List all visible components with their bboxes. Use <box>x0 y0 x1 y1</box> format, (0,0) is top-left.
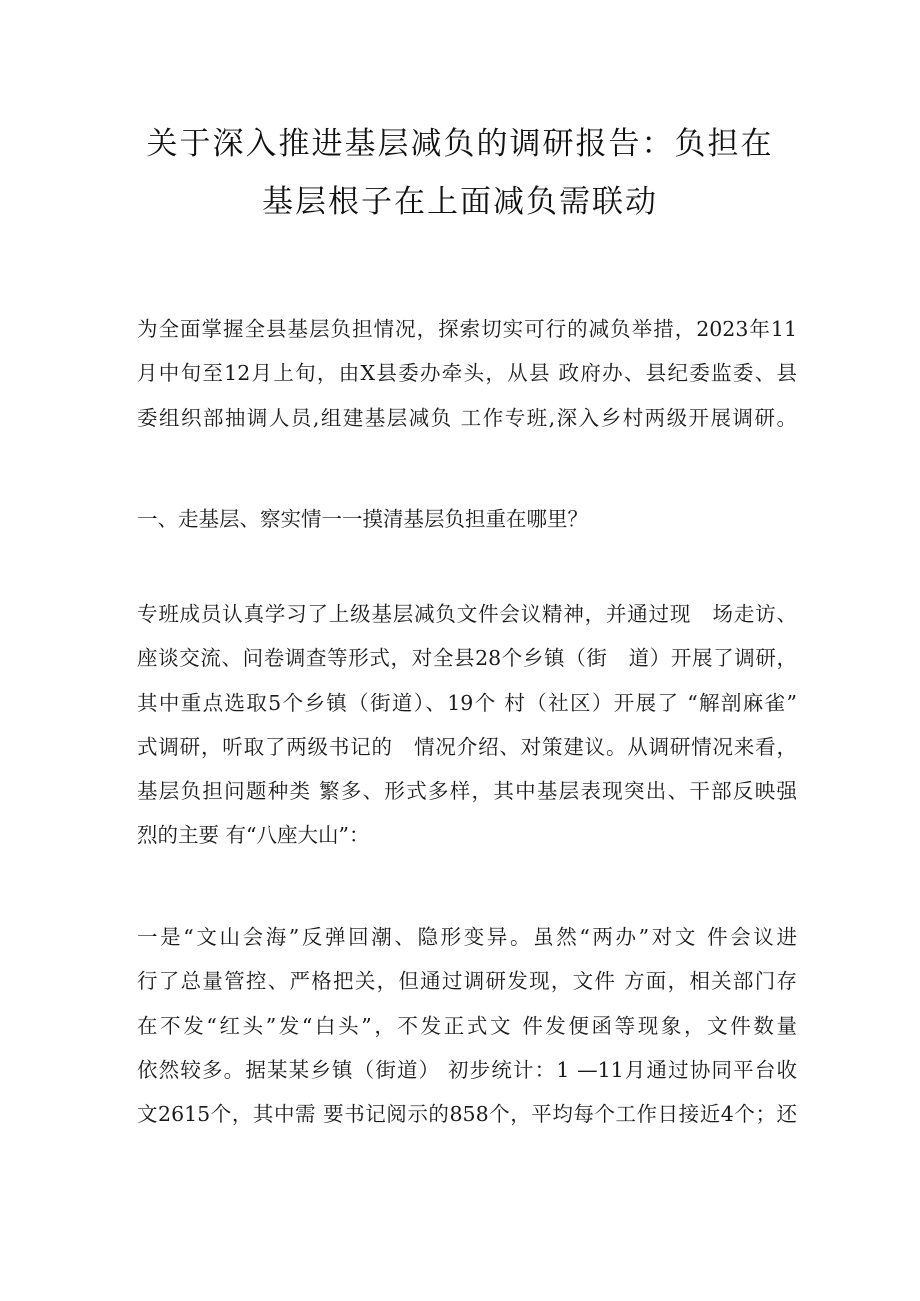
paragraph-line: 在不发“红头”发“白头”，不发正式文 件发便函等现象，文件数量 <box>137 1013 797 1038</box>
paragraph-line: 其中重点选取5个乡镇（街道）、19个 村（社区）开展了 “解剖麻雀” <box>137 690 797 715</box>
intro-paragraph <box>137 307 797 440</box>
paragraph-line: 烈的主要 有“八座大山”： <box>137 823 370 848</box>
paragraph-line: 式调研，听取了两级书记的 情况介绍、对策建议。从调研情况来看， <box>137 734 797 759</box>
paragraph-line: 为全面掌握全县基层负担情况，探索切实可行的减负举措，2023年11 <box>137 317 797 341</box>
paragraph-line: 行了总量管控、严格把关，但通过调研发现，文件 方面，相关部门存 <box>137 969 797 994</box>
paragraph-line: 委组织部抽调人员,组建基层减负 工作专班,深入乡村两级开展调研。 <box>137 405 797 430</box>
findings-paragraph <box>137 592 797 858</box>
paragraph-line: 专班成员认真学习了上级基层减负文件会议精神，并通过现 场走访、 <box>137 602 797 626</box>
paragraph-line: 月中旬至12月上旬，由X县委办牵头，从县 政府办、县纪委监委、县 <box>137 361 797 386</box>
document-title-line-1: 关于深入推进基层减负的调研报告：负担在 <box>146 126 774 162</box>
paragraph-line: 基层负担问题种类 繁多、形式多样，其中基层表现突出、干部反映强 <box>137 779 797 804</box>
document-title-line-2: 基层根子在上面减负需联动 <box>262 184 658 220</box>
section-heading: 一、走基层、察实情一一摸清基层负担重在哪里？ <box>137 507 588 531</box>
paragraph-line: 依然较多。据某某乡镇（街道） 初步统计：1 —11月通过协同平台收 <box>137 1057 797 1082</box>
paragraph-line: 文2615个，其中需 要书记阅示的858个，平均每个工作日接近4个；还 <box>137 1102 797 1127</box>
burden-paragraph <box>137 915 797 1136</box>
paragraph-line: 一是“文山会海”反弹回潮、隐形变异。虽然“两办”对文 件会议进 <box>137 925 797 949</box>
paragraph-line: 座谈交流、问卷调查等形式，对全县28个乡镇（街 道）开展了调研， <box>137 646 797 671</box>
